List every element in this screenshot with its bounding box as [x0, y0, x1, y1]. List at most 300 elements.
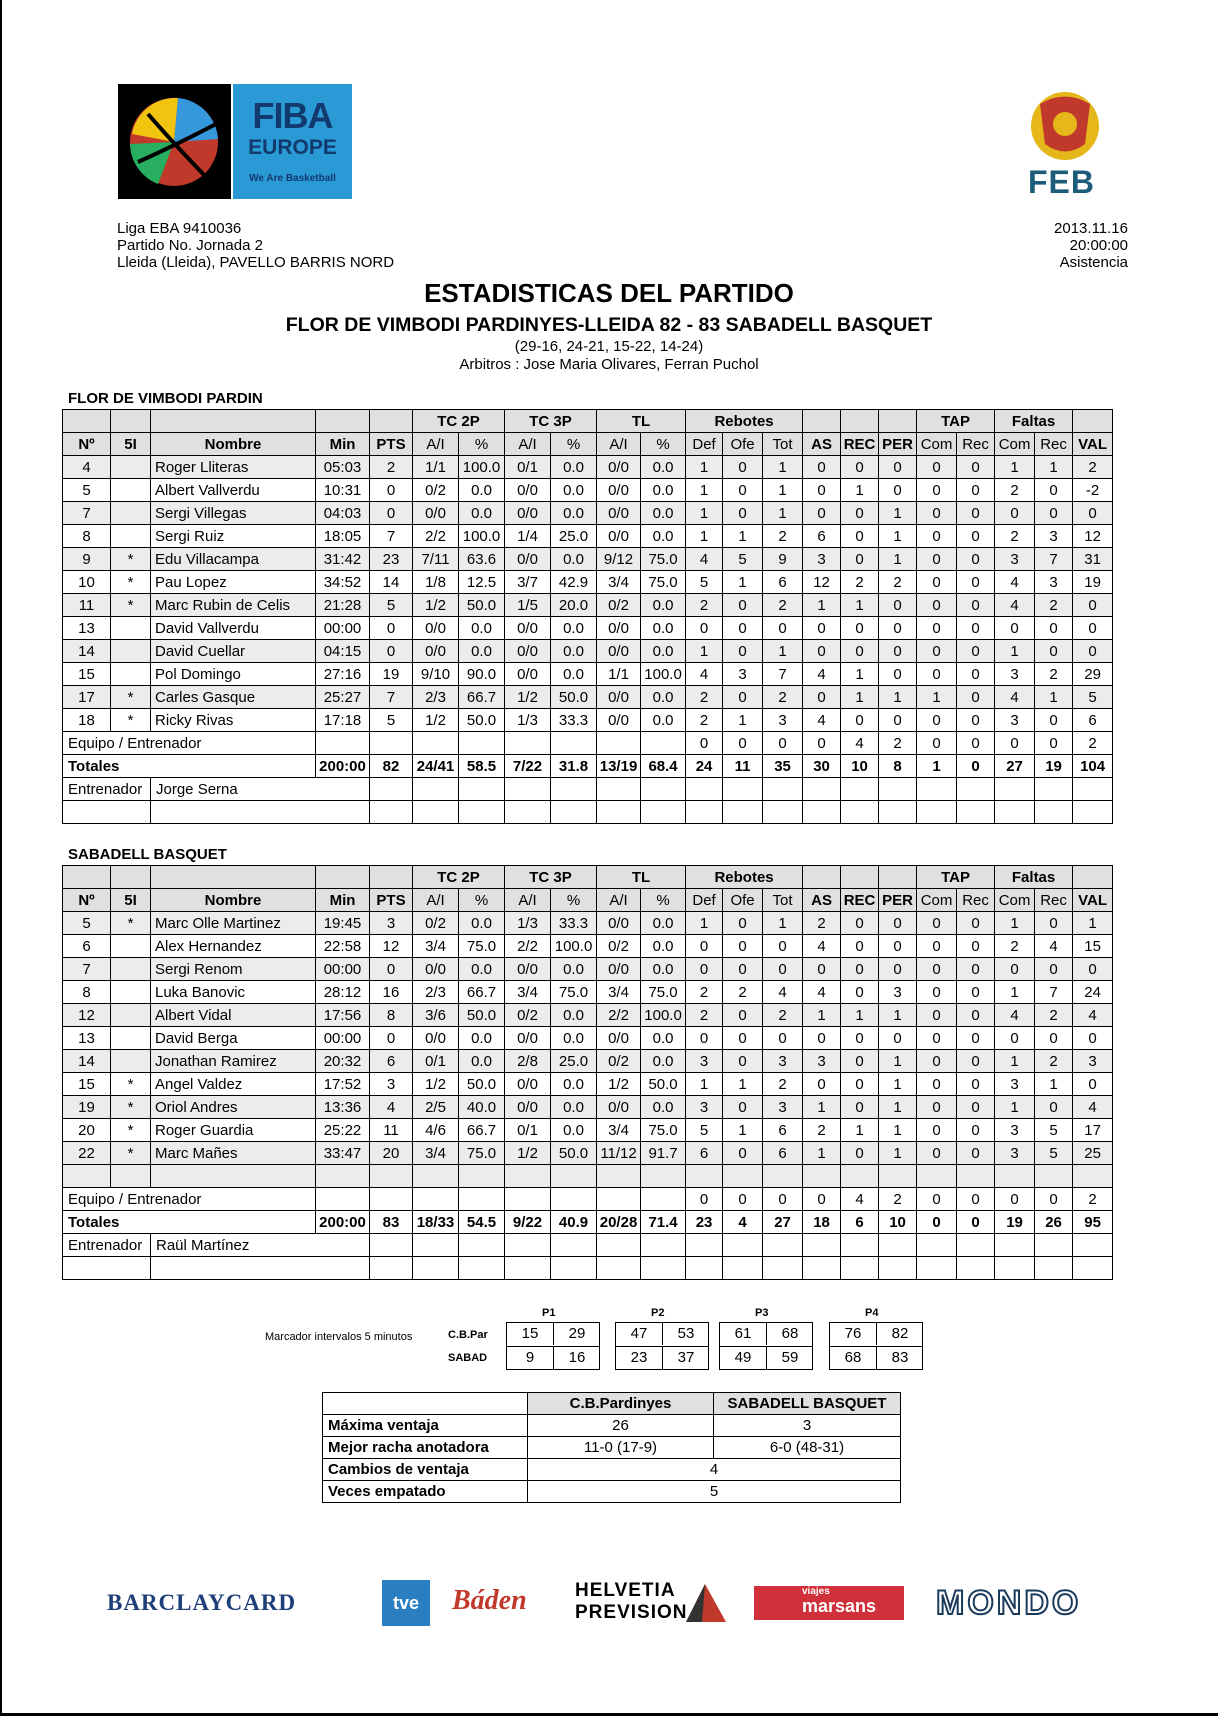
totals-cell: 68.4 — [641, 755, 686, 778]
stat-cell: 0 — [917, 617, 957, 640]
blank-cell — [413, 732, 459, 755]
stat-cell: 0.0 — [641, 640, 686, 663]
stat-cell: 0 — [917, 912, 957, 935]
column-header: Nombre — [151, 433, 316, 456]
blank-cell — [505, 801, 551, 824]
team-stat: 0 — [1035, 732, 1073, 755]
stat-cell: 0 — [803, 1073, 841, 1096]
stat-cell: 0 — [957, 663, 995, 686]
stat-cell: 23 — [370, 548, 413, 571]
blank-cell — [551, 1257, 597, 1280]
stat-cell — [111, 981, 151, 1004]
stat-cell: 0 — [723, 686, 763, 709]
player-row — [63, 502, 1113, 525]
stat-cell: 5 — [370, 709, 413, 732]
player-name: Pau Lopez — [151, 571, 316, 594]
totals-cell: 54.5 — [459, 1211, 505, 1234]
team-stat: 0 — [995, 1188, 1035, 1211]
blank-cell — [917, 1165, 957, 1188]
stat-cell: 7/11 — [413, 548, 459, 571]
blank-cell — [641, 1188, 686, 1211]
team2-stats-table — [62, 865, 1113, 1280]
stat-cell: 0 — [841, 1050, 879, 1073]
header-blank — [803, 866, 841, 889]
blank-cell — [413, 1165, 459, 1188]
header-blank — [879, 410, 917, 433]
header-blank — [316, 410, 370, 433]
period-box — [719, 1322, 813, 1370]
marsans-text: marsans — [802, 1596, 877, 1616]
fiba-europe-logo — [118, 84, 352, 199]
stat-cell: 0 — [723, 502, 763, 525]
totals-cell: 6 — [841, 1211, 879, 1234]
stat-cell: 4 — [995, 594, 1035, 617]
stat-cell: 66.7 — [459, 686, 505, 709]
column-header: REC — [841, 433, 879, 456]
stat-cell: 25.0 — [551, 1050, 597, 1073]
stat-cell: 5 — [63, 912, 111, 935]
stat-cell: 3 — [995, 1119, 1035, 1142]
stat-cell: 1 — [1035, 1073, 1073, 1096]
stat-cell: 0 — [957, 1050, 995, 1073]
stat-cell: 4 — [1073, 1096, 1113, 1119]
stat-cell: 75.0 — [641, 981, 686, 1004]
interval-score: 59 — [766, 1346, 813, 1369]
stat-cell: 1 — [803, 1004, 841, 1027]
stat-cell: 3/4 — [413, 935, 459, 958]
player-row — [63, 640, 1113, 663]
stat-cell: 1 — [879, 548, 917, 571]
stat-cell: 00:00 — [316, 958, 370, 981]
blank-cell — [763, 1234, 803, 1257]
player-row — [63, 479, 1113, 502]
totals-cell: 0 — [957, 1211, 995, 1234]
stat-cell: 5 — [686, 1119, 723, 1142]
blank-cell — [917, 801, 957, 824]
stat-cell: 6 — [803, 525, 841, 548]
stat-cell: 1/3 — [505, 709, 551, 732]
stat-cell: 19 — [1073, 571, 1113, 594]
blank-cell — [957, 1234, 995, 1257]
stat-cell: 1 — [841, 663, 879, 686]
stat-cell: 0 — [841, 548, 879, 571]
stat-cell: 0/0 — [597, 958, 641, 981]
team-stat: 2 — [879, 1188, 917, 1211]
totals-cell: 24/41 — [413, 755, 459, 778]
blank-cell — [505, 732, 551, 755]
stat-cell: 3/4 — [597, 981, 641, 1004]
stat-cell: 2 — [995, 935, 1035, 958]
summary-value: 11-0 (17-9) — [528, 1437, 714, 1459]
stat-cell: 0 — [957, 479, 995, 502]
blank-cell — [370, 778, 413, 801]
player-name: Ricky Rivas — [151, 709, 316, 732]
stat-cell: 0/0 — [597, 456, 641, 479]
stat-cell: 0 — [957, 640, 995, 663]
stat-cell: 0 — [686, 1027, 723, 1050]
blank-cell — [995, 1165, 1035, 1188]
team-stat: 4 — [841, 1188, 879, 1211]
stat-cell: 0 — [879, 912, 917, 935]
stat-cell: 25.0 — [551, 525, 597, 548]
stat-cell: 4 — [370, 1096, 413, 1119]
blank-cell — [957, 801, 995, 824]
stat-cell: 9/12 — [597, 548, 641, 571]
stat-cell: 1 — [803, 1142, 841, 1165]
stat-cell: 3 — [370, 912, 413, 935]
blank-cell — [803, 1234, 841, 1257]
stat-cell: 4/6 — [413, 1119, 459, 1142]
prevision-text: PREVISION — [575, 1602, 688, 1623]
stat-cell: 0 — [917, 958, 957, 981]
stat-cell: 0 — [917, 1050, 957, 1073]
stat-cell: 12 — [1073, 525, 1113, 548]
blank-cell — [316, 732, 370, 755]
blank-cell — [316, 1165, 370, 1188]
stat-cell: 17 — [1073, 1119, 1113, 1142]
header-blank — [841, 410, 879, 433]
blank-cell — [686, 1165, 723, 1188]
stat-cell: 0.0 — [551, 502, 597, 525]
blank-cell — [803, 778, 841, 801]
totals-cell: 200:00 — [316, 755, 370, 778]
stat-cell: 1 — [879, 1050, 917, 1073]
stat-cell: 2 — [1035, 663, 1073, 686]
stat-cell: 0 — [723, 1050, 763, 1073]
stat-cell: 1 — [763, 912, 803, 935]
stat-cell: 0/0 — [505, 1096, 551, 1119]
stat-cell: 66.7 — [459, 1119, 505, 1142]
stat-cell: 2 — [1035, 594, 1073, 617]
player-name: Marc Rubin de Celis — [151, 594, 316, 617]
totals-cell: 18 — [803, 1211, 841, 1234]
stat-cell: 13 — [63, 1027, 111, 1050]
team-stat: 2 — [879, 732, 917, 755]
stat-cell — [111, 640, 151, 663]
stat-cell: 0/2 — [413, 479, 459, 502]
blank-cell — [551, 1165, 597, 1188]
totals-cell: 27 — [995, 755, 1035, 778]
stat-cell: 3 — [879, 981, 917, 1004]
stat-cell: 0 — [723, 1096, 763, 1119]
summary-value: 3 — [714, 1415, 901, 1437]
stat-cell — [111, 456, 151, 479]
stat-cell: 0/0 — [597, 686, 641, 709]
stat-cell: 0.0 — [551, 1119, 597, 1142]
stat-cell: 6 — [686, 1142, 723, 1165]
column-header: Def — [686, 889, 723, 912]
blank-cell — [63, 801, 151, 824]
stat-cell: 0 — [917, 981, 957, 1004]
stat-cell: 0/0 — [505, 663, 551, 686]
stat-cell: 25:22 — [316, 1119, 370, 1142]
summary-header-a: C.B.Pardinyes — [528, 1393, 714, 1415]
column-header: A/I — [505, 433, 551, 456]
stat-cell: 1/2 — [413, 709, 459, 732]
blank-cell — [151, 801, 370, 824]
blank-cell — [686, 1257, 723, 1280]
stat-cell: 1/2 — [597, 1073, 641, 1096]
blank-cell — [597, 778, 641, 801]
blank-cell — [723, 1257, 763, 1280]
header-blank — [151, 410, 316, 433]
helvetia-logo — [575, 1580, 687, 1624]
stat-cell: 1/2 — [413, 1073, 459, 1096]
stat-cell: 0/0 — [413, 958, 459, 981]
stat-cell: 0 — [370, 958, 413, 981]
stat-cell: 0/2 — [597, 594, 641, 617]
stat-cell: 6 — [763, 1142, 803, 1165]
stat-cell: 6 — [763, 571, 803, 594]
column-header: Min — [316, 889, 370, 912]
blank-cell — [597, 801, 641, 824]
blank-cell — [917, 1234, 957, 1257]
match-info-left — [117, 220, 394, 271]
blank-cell — [370, 732, 413, 755]
team-stat: 0 — [917, 732, 957, 755]
stat-cell: 100.0 — [459, 525, 505, 548]
interval-score: 76 — [844, 1325, 862, 1342]
interval-score: 15 — [521, 1325, 539, 1342]
stat-cell: 0 — [723, 456, 763, 479]
stat-cell: 0 — [723, 479, 763, 502]
stat-cell: 3/7 — [505, 571, 551, 594]
stat-cell: 24 — [1073, 981, 1113, 1004]
blank-cell — [63, 1165, 111, 1188]
stat-cell: 0 — [957, 548, 995, 571]
stat-cell: 0 — [917, 1142, 957, 1165]
stat-cell: 0 — [803, 686, 841, 709]
stat-cell: 1/5 — [505, 594, 551, 617]
stat-cell: 2 — [686, 686, 723, 709]
intervals-team-a: C.B.Par — [448, 1329, 488, 1341]
team1-stats-table — [62, 409, 1113, 824]
stat-cell: 0.0 — [641, 958, 686, 981]
blank-cell — [505, 1188, 551, 1211]
stat-cell: 1 — [995, 1050, 1035, 1073]
stat-cell: 11 — [370, 1119, 413, 1142]
stat-cell: 0 — [1073, 502, 1113, 525]
blank-cell — [641, 778, 686, 801]
column-header: PER — [879, 433, 917, 456]
totals-cell: 1 — [917, 755, 957, 778]
column-header: Com — [995, 433, 1035, 456]
stat-cell: 2/2 — [413, 525, 459, 548]
stat-cell: 5 — [370, 594, 413, 617]
totals-cell: 9/22 — [505, 1211, 551, 1234]
stat-cell: 0 — [879, 958, 917, 981]
stat-cell: 3 — [763, 1050, 803, 1073]
stat-cell: 18 — [63, 709, 111, 732]
stat-cell: 17 — [63, 686, 111, 709]
stat-cell: 3/4 — [505, 981, 551, 1004]
player-name: Marc Mañes — [151, 1142, 316, 1165]
team-stat: 0 — [957, 732, 995, 755]
stat-cell: 0 — [957, 502, 995, 525]
interval-score: 68 — [766, 1323, 813, 1345]
totals-cell: 40.9 — [551, 1211, 597, 1234]
stat-cell: 20.0 — [551, 594, 597, 617]
stat-cell: 0 — [803, 502, 841, 525]
coach-label: Entrenador — [63, 1234, 151, 1257]
blank-cell — [879, 778, 917, 801]
stat-cell: 1/2 — [505, 1142, 551, 1165]
stat-cell: 8 — [63, 525, 111, 548]
player-name: Oriol Andres — [151, 1096, 316, 1119]
blank-cell — [641, 801, 686, 824]
stat-cell: 2/3 — [413, 686, 459, 709]
stat-cell: 0 — [957, 1004, 995, 1027]
viajes-text: viajes — [802, 1586, 830, 1597]
stat-cell: 0 — [763, 958, 803, 981]
stat-cell: 2 — [370, 456, 413, 479]
stat-cell: 0/1 — [505, 1119, 551, 1142]
group-header-tc2p: TC 2P — [413, 410, 505, 433]
stat-cell: 0 — [917, 1027, 957, 1050]
player-row — [63, 1027, 1113, 1050]
totals-cell: 18/33 — [413, 1211, 459, 1234]
stat-cell: 0 — [957, 958, 995, 981]
stat-cell: 0.0 — [551, 1027, 597, 1050]
basketball-logo-icon — [118, 84, 231, 199]
stat-cell: 1 — [686, 502, 723, 525]
stat-cell: 33:47 — [316, 1142, 370, 1165]
stat-cell: 4 — [1073, 1004, 1113, 1027]
interval-score: 23 — [616, 1346, 662, 1369]
column-header: Nombre — [151, 889, 316, 912]
blank-cell — [641, 732, 686, 755]
column-header: % — [641, 889, 686, 912]
stat-cell: 1 — [879, 525, 917, 548]
stat-cell: * — [111, 1096, 151, 1119]
stat-cell: 0.0 — [551, 958, 597, 981]
stat-cell: 0 — [723, 1142, 763, 1165]
period-label: P3 — [755, 1307, 769, 1319]
stat-cell: 1 — [879, 1142, 917, 1165]
stat-cell: * — [111, 571, 151, 594]
stat-cell: 4 — [763, 981, 803, 1004]
stat-cell: 0 — [1073, 617, 1113, 640]
stat-cell: 0.0 — [459, 479, 505, 502]
stat-cell: 0 — [686, 935, 723, 958]
stat-cell: 0 — [917, 571, 957, 594]
blank-cell — [597, 1188, 641, 1211]
stat-cell: * — [111, 548, 151, 571]
stat-cell: 3 — [995, 548, 1035, 571]
stat-cell: 0 — [957, 912, 995, 935]
player-name: Sergi Villegas — [151, 502, 316, 525]
blank-cell — [641, 1165, 686, 1188]
quarter-scores: (29-16, 24-21, 15-22, 14-24) — [514, 338, 704, 355]
stat-cell: 5 — [1035, 1119, 1073, 1142]
stat-cell: 0 — [803, 617, 841, 640]
stat-cell: 0.0 — [551, 663, 597, 686]
stat-cell: 5 — [1035, 1142, 1073, 1165]
column-header: % — [551, 433, 597, 456]
stat-cell: 13:36 — [316, 1096, 370, 1119]
stat-cell: 3 — [803, 1050, 841, 1073]
stat-cell: 75.0 — [641, 548, 686, 571]
stat-cell: 9 — [63, 548, 111, 571]
stat-cell: 1 — [1035, 686, 1073, 709]
stat-cell — [111, 502, 151, 525]
player-name: Marc Olle Martinez — [151, 912, 316, 935]
blank-cell — [723, 1165, 763, 1188]
stat-cell: 0.0 — [641, 1096, 686, 1119]
stat-cell: 11/12 — [597, 1142, 641, 1165]
stat-cell: 0/2 — [597, 1050, 641, 1073]
blank-cell — [879, 1234, 917, 1257]
player-row — [63, 548, 1113, 571]
team-row-label: Equipo / Entrenador — [63, 1188, 316, 1211]
column-header: % — [641, 433, 686, 456]
stat-cell: 0.0 — [641, 456, 686, 479]
stat-cell: 22:58 — [316, 935, 370, 958]
group-header-tl: TL — [597, 866, 686, 889]
totals-cell: 24 — [686, 755, 723, 778]
stat-cell: 7 — [1035, 548, 1073, 571]
stat-cell: 0 — [1035, 709, 1073, 732]
stat-cell: 9 — [763, 548, 803, 571]
team-stat: 0 — [995, 732, 1035, 755]
column-header: PTS — [370, 889, 413, 912]
stat-cell: 12.5 — [459, 571, 505, 594]
period-box — [615, 1322, 709, 1370]
stat-cell: 10 — [63, 571, 111, 594]
stat-cell: 0 — [1035, 958, 1073, 981]
totals-label: Totales — [63, 755, 316, 778]
stat-cell: 1 — [841, 594, 879, 617]
stat-cell: 1 — [879, 1119, 917, 1142]
stat-cell: 2 — [686, 594, 723, 617]
blank-cell — [370, 1234, 413, 1257]
header-blank — [370, 866, 413, 889]
stat-cell: 0 — [1035, 617, 1073, 640]
blank-cell — [316, 1188, 370, 1211]
player-row — [63, 456, 1113, 479]
stat-cell: 9/10 — [413, 663, 459, 686]
stat-cell: 0 — [957, 1027, 995, 1050]
group-header-tc3p: TC 3P — [505, 410, 597, 433]
stat-cell: 0 — [995, 617, 1035, 640]
stat-cell: 1 — [841, 686, 879, 709]
stat-cell: 2 — [803, 912, 841, 935]
period-box — [506, 1322, 600, 1370]
blank-cell — [957, 778, 995, 801]
header-blank — [111, 410, 151, 433]
stat-cell: 4 — [803, 935, 841, 958]
summary-label: Máxima ventaja — [323, 1415, 528, 1437]
player-row — [63, 1004, 1113, 1027]
stat-cell: 2 — [763, 686, 803, 709]
stat-cell: 29 — [1073, 663, 1113, 686]
stat-cell: 0/0 — [597, 479, 641, 502]
stat-cell: 0/2 — [597, 935, 641, 958]
player-row — [63, 663, 1113, 686]
stat-cell: 1 — [841, 479, 879, 502]
stat-cell: 0 — [957, 456, 995, 479]
stat-cell: 0/0 — [597, 1096, 641, 1119]
team-stat: 4 — [841, 732, 879, 755]
stat-cell: 3 — [1035, 525, 1073, 548]
stat-cell: * — [111, 1073, 151, 1096]
stat-cell: 6 — [63, 935, 111, 958]
stat-cell: 0 — [686, 617, 723, 640]
summary-label: Cambios de ventaja — [323, 1459, 528, 1481]
stat-cell: 0 — [723, 935, 763, 958]
stat-cell: 0.0 — [459, 1027, 505, 1050]
blank-cell — [995, 1234, 1035, 1257]
